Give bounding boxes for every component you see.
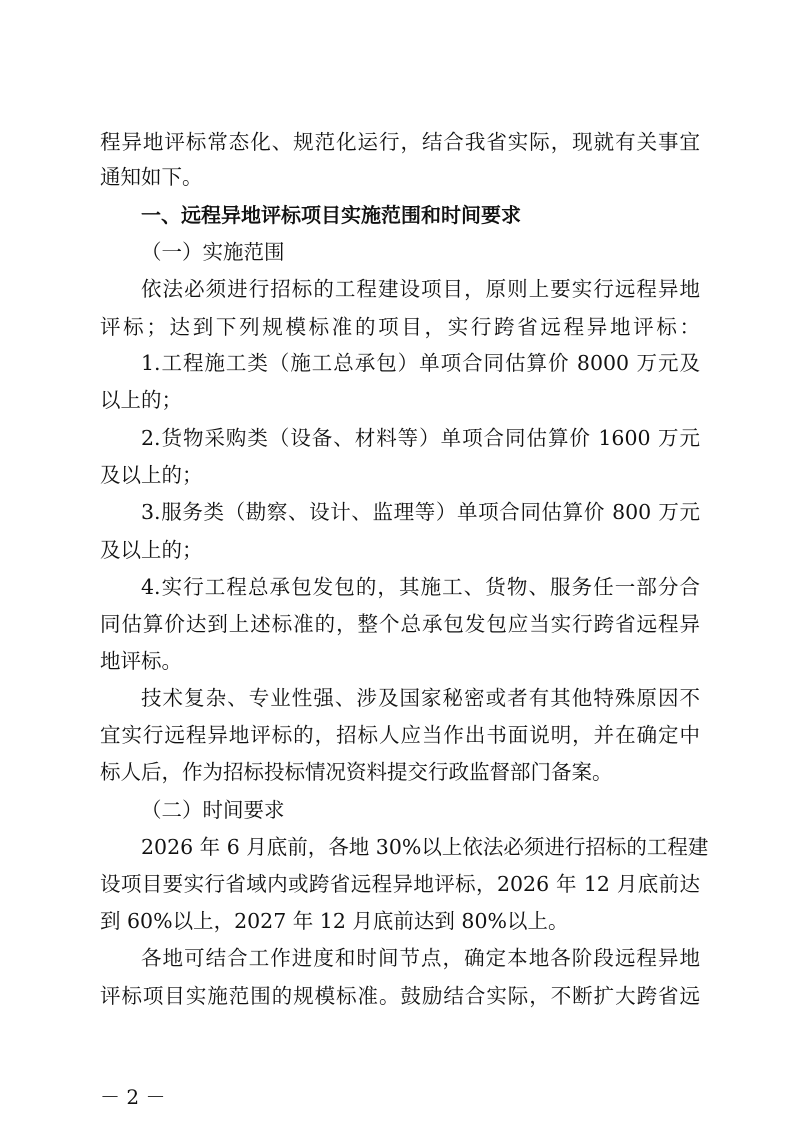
paragraph-line: 各地可结合工作进度和时间节点，确定本地各阶段远程异地 [141, 946, 700, 970]
list-item-line: 4.实行工程总承包发包的，其施工、货物、服务任一部分合 [141, 575, 700, 599]
paragraph-line: 标人后，作为招标投标情况资料提交行政监督部门备案。 [100, 760, 613, 784]
paragraph-line: 程异地评标常态化、规范化运行，结合我省实际，现就有关事宜 [100, 130, 700, 154]
list-item-line: 2.货物采购类（设备、材料等）单项合同估算价 1600 万元 [141, 426, 700, 450]
subsection-heading: （二）时间要求 [141, 798, 285, 822]
list-item-line: 以上的； [100, 388, 182, 412]
paragraph-line: 到 60%以上，2027 年 12 月底前达到 80%以上。 [100, 909, 569, 933]
paragraph-line: 技术复杂、专业性强、涉及国家秘密或者有其他特殊原因不 [141, 686, 700, 710]
paragraph-line: 设项目要实行省域内或跨省远程异地评标，2026 年 12 月底前达 [100, 872, 700, 896]
list-item-line: 及以上的； [100, 538, 203, 562]
list-item-line: 3.服务类（勘察、设计、监理等）单项合同估算价 800 万元 [141, 500, 700, 524]
section-heading: 一、远程异地评标项目实施范围和时间要求 [141, 203, 521, 227]
list-item-line: 及以上的； [100, 463, 203, 487]
list-item-line: 地评标。 [100, 649, 182, 673]
paragraph-line: 评标；达到下列规模标准的项目，实行跨省远程异地评标： [100, 315, 700, 339]
list-item-line: 1.工程施工类（施工总承包）单项合同估算价 8000 万元及 [141, 351, 700, 375]
paragraph-line: 依法必须进行招标的工程建设项目，原则上要实行远程异地 [141, 277, 700, 301]
paragraph-line: 评标项目实施范围的规模标准。鼓励结合实际，不断扩大跨省远 [100, 984, 700, 1008]
subsection-heading: （一）实施范围 [141, 240, 285, 264]
paragraph-line: 2026 年 6 月底前，各地 30%以上依法必须进行招标的工程建 [141, 835, 709, 859]
paragraph-line: 宜实行远程异地评标的，招标人应当作出书面说明，并在确定中 [100, 723, 700, 747]
page-number: － 2 － [100, 1085, 166, 1109]
paragraph-line: 通知如下。 [100, 165, 203, 189]
list-item-line: 同估算价达到上述标准的，整个总承包发包应当实行跨省远程异 [100, 612, 700, 636]
